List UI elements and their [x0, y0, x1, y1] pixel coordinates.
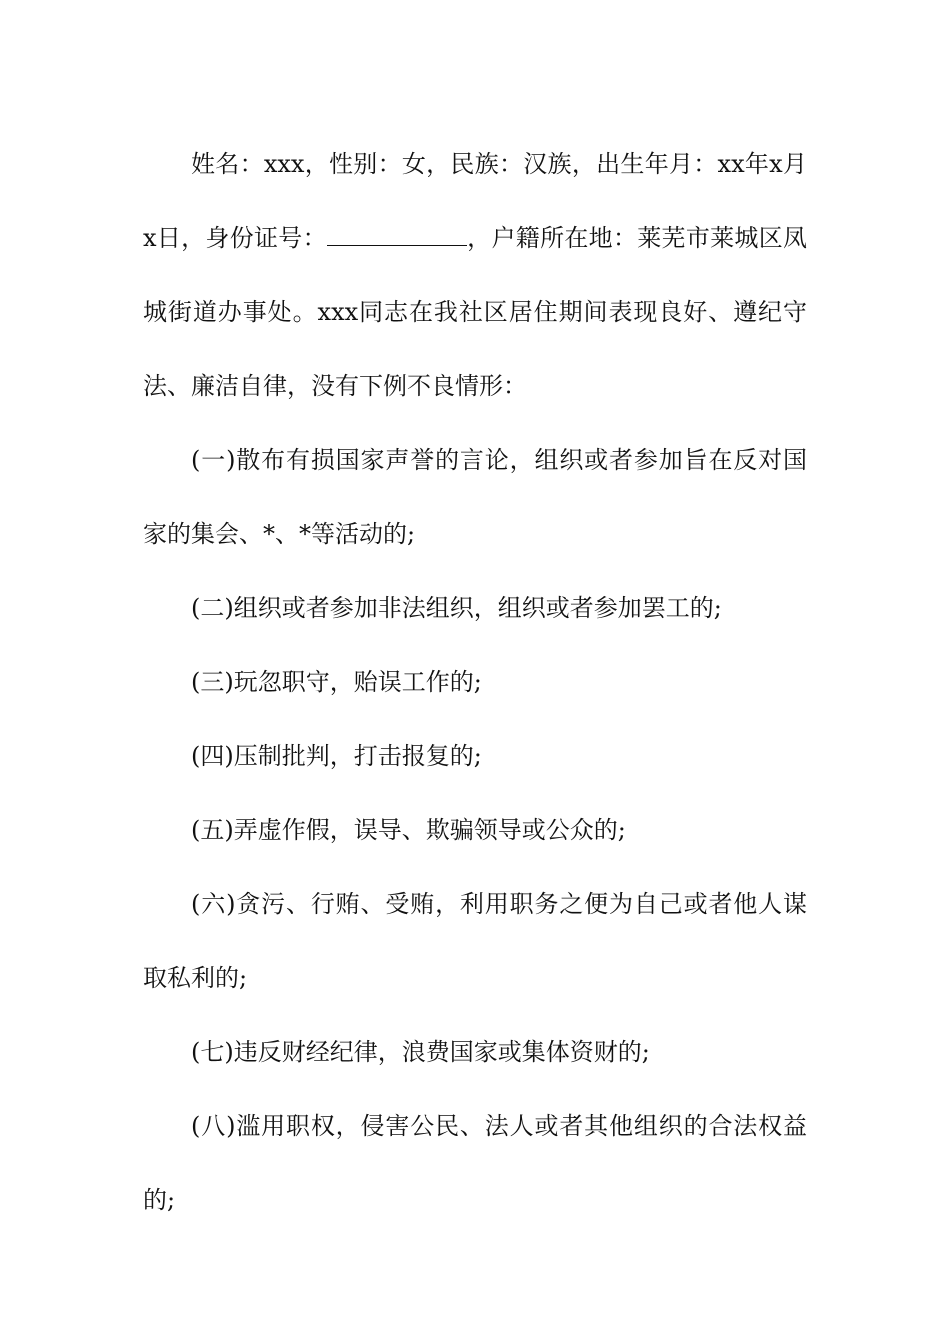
list-item: (一)散布有损国家声誉的言论，组织或者参加旨在反对国家的集会、*、*等活动的;: [143, 446, 807, 548]
list-item: (二)组织或者参加非法组织，组织或者参加罢工的;: [191, 594, 722, 622]
intro-paragraph: [143, 127, 807, 423]
intro-text-part2: ，户籍所在地：莱芜市莱城区凤城街道办事处。xxx同志在我社区居住期间表现良好、遵纪守法、廉洁自律，没有下例不良情形：: [143, 224, 807, 400]
document-body: [143, 127, 807, 1237]
list-item: (七)违反财经纪律，浪费国家或集体资财的;: [191, 1038, 650, 1066]
list-item: (八)滥用职权，侵害公民、法人或者其他组织的合法权益的;: [143, 1112, 807, 1214]
id-number-blank: [327, 219, 467, 246]
list-item: (五)弄虚作假，误导、欺骗领导或公众的;: [191, 816, 626, 844]
list-item: (四)压制批判，打击报复的;: [191, 742, 482, 770]
list-item: (六)贪污、行贿、受贿，利用职务之便为自己或者他人谋取私利的;: [143, 890, 807, 992]
intro-text-part1: 姓名：xxx，性别：女，民族：汉族，出生年月：xx年x月x日，身份证号：: [143, 150, 807, 252]
list-item: (三)玩忽职守，贻误工作的;: [191, 668, 482, 696]
